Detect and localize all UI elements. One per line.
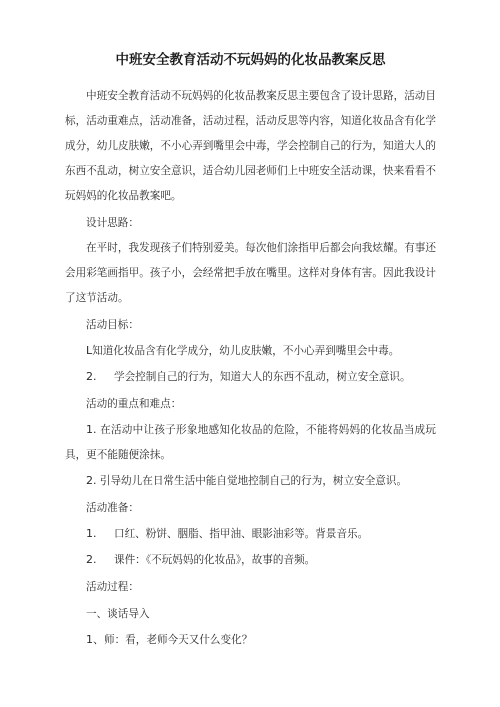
goal-item-2-number: 2. — [86, 370, 97, 383]
document-title: 中班安全教育活动不玩妈妈的化妆品教案反思 — [115, 52, 386, 68]
process-item-1 — [65, 627, 436, 653]
goal-item-1-text: 知道化妆品含有化学成分，幼儿皮肤嫩，不小心弄到嘴里会中毒。 — [92, 345, 400, 357]
preparation-item-2-number: 2. — [86, 553, 97, 566]
design-paragraph: 在平时，我发现孩子们特别爱美。每次他们涂指甲后都会向我炫耀。有事还会用彩笔画指甲。孩子小，会经常把手放在嘴里。这样对身体有害。因此我设计了这节活动。 — [65, 242, 436, 304]
goal-item-1 — [65, 338, 436, 364]
preparation-item-2 — [65, 547, 436, 573]
key-points-heading: 活动的重点和难点： — [86, 398, 182, 410]
goal-item-1-number: L — [86, 344, 93, 357]
goals-heading: 活动目标： — [86, 319, 139, 331]
key-point-item-1 — [65, 417, 436, 468]
key-point-item-1-text: 在活动中让孩子形象地感知化妆品的危险，不能将妈妈的化妆品当成玩具，更不能随便涂抹。 — [65, 424, 436, 461]
key-point-item-2 — [65, 468, 436, 494]
preparation-item-1-text: 口红、粉饼、胭脂、指甲油、眼影油彩等。背景音乐。 — [114, 528, 369, 540]
goal-item-2-text: 学会控制自己的行为，知道大人的东西不乱动，树立安全意识。 — [114, 371, 411, 383]
preparation-item-2-text: 课件：《不玩妈妈的化妆品》，故事的音频。 — [114, 554, 316, 566]
intro-paragraph: 中班安全教育活动不玩妈妈的化妆品教案反思主要包含了设计思路，活动目标，活动重难点，活动准备，活动过程，活动反思等内容，知道化妆品含有化学成分，幼儿皮肤嫩，不小心弄到嘴里会中毒，学会控制自己的行为，知道大人的东西不乱动，树立安全意识，适合幼儿园老师们上中班安全活动课，快来看看不玩妈妈的化妆品教案吧。 — [65, 90, 436, 202]
preparation-item-1 — [65, 521, 436, 547]
key-point-item-2-number: 2. — [86, 474, 97, 487]
design-heading: 设计思路： — [86, 217, 139, 229]
process-item-1-text: 师：看，老师今天又什么变化？ — [104, 634, 253, 646]
process-heading: 活动过程： — [86, 581, 139, 593]
goal-item-2 — [65, 364, 436, 390]
preparation-heading: 活动准备： — [86, 502, 139, 514]
preparation-item-1-number: 1. — [86, 527, 97, 540]
process-item-1-number: 1、 — [86, 633, 104, 646]
key-point-item-2-text: 引导幼儿在日常生活中能自觉地控制自己的行为，树立安全意识。 — [99, 475, 408, 487]
key-point-item-1-number: 1. — [86, 423, 97, 436]
process-subheading: 一、谈话导入 — [86, 608, 150, 620]
